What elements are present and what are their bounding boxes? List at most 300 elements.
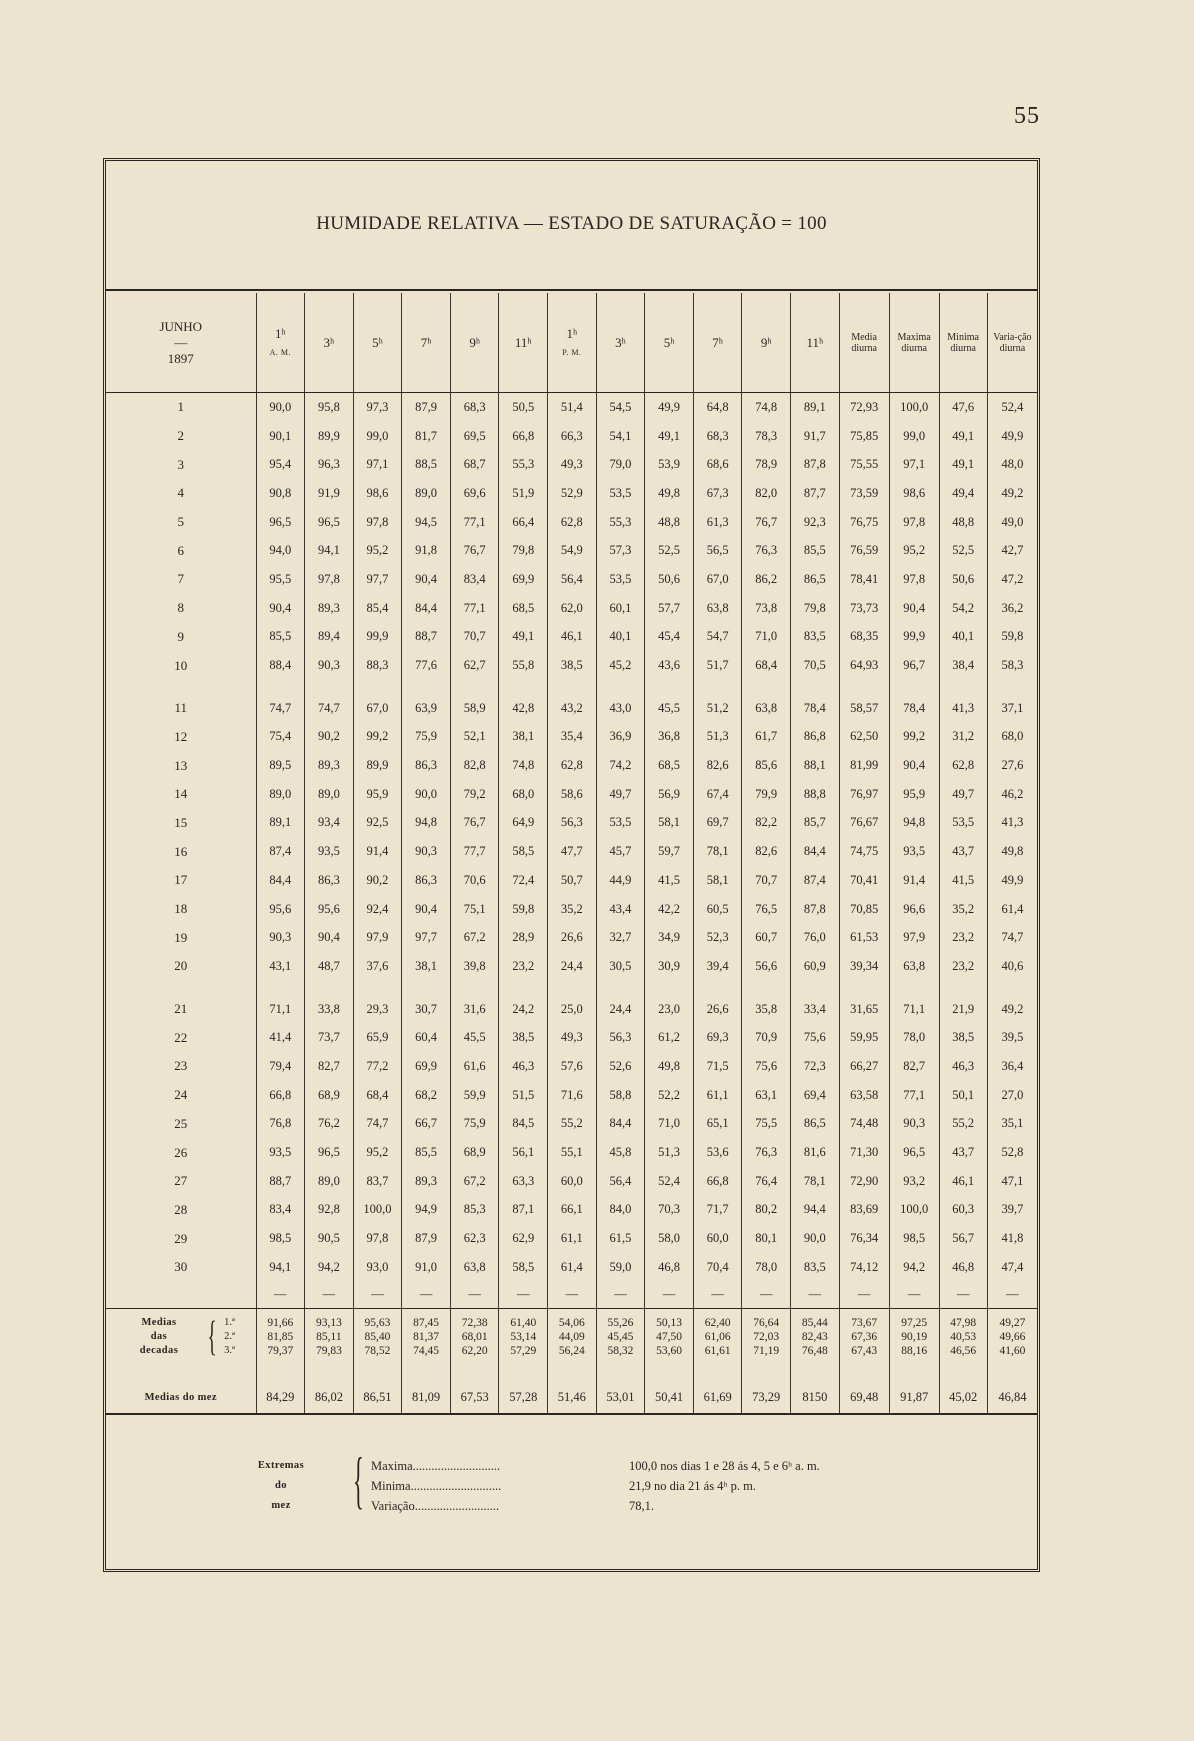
table-cell: 82,7 [889, 1052, 939, 1081]
table-cell: 91,9 [305, 479, 354, 508]
table-cell: 82,0 [742, 479, 791, 508]
day-number: 24 [174, 1087, 188, 1103]
table-cell: 85,5 [402, 1138, 451, 1167]
table-cell: 68,6 [693, 450, 742, 479]
table-cell: 62,3 [450, 1224, 499, 1253]
table-cell: 49,9 [987, 866, 1037, 895]
table-row [106, 995, 1037, 1024]
table-cell: 37,6 [353, 952, 402, 981]
dash-cell: — [305, 1282, 354, 1309]
month-means-row [106, 1383, 1037, 1414]
table-cell: 82,2 [742, 809, 791, 838]
table-cell: 62,8 [939, 751, 987, 780]
table-cell: 43,4 [596, 895, 645, 924]
table-cell: 87,8 [791, 895, 840, 924]
table-cell: 60,9 [791, 952, 840, 981]
table-cell: 49,9 [987, 422, 1037, 451]
decade-cell: 50,13 47,50 53,60 [645, 1308, 694, 1365]
day-number: 20 [174, 958, 188, 974]
table-cell: 68,3 [693, 422, 742, 451]
decade-means-row [106, 1308, 1037, 1365]
table-cell: 31,6 [450, 995, 499, 1024]
minima-diurna-header: Minima diurna [939, 293, 987, 393]
brace-icon: { [352, 1444, 364, 1515]
table-cell: 70,7 [450, 623, 499, 652]
table-cell: 99,0 [353, 422, 402, 451]
table-cell: 61,3 [693, 508, 742, 537]
table-cell: 41,3 [987, 809, 1037, 838]
table-cell: 72,4 [499, 866, 548, 895]
table-cell: 66,3 [548, 422, 597, 451]
table-cell: 82,6 [742, 837, 791, 866]
table-cell: 89,0 [305, 780, 354, 809]
table-cell: 67,0 [353, 694, 402, 723]
table-cell: 24,4 [596, 995, 645, 1024]
table-cell: 89,3 [402, 1167, 451, 1196]
decade-cell: 95,63 85,40 78,52 [353, 1308, 402, 1365]
table-cell: 67,0 [693, 565, 742, 594]
table-cell: 67,4 [693, 780, 742, 809]
table-cell: 49,3 [548, 450, 597, 479]
table-cell: 23,0 [645, 995, 694, 1024]
table-cell: 61,4 [987, 895, 1037, 924]
table-cell: 90,3 [889, 1110, 939, 1139]
table-cell: 52,1 [450, 723, 499, 752]
table-cell: 77,1 [450, 594, 499, 623]
decade-cell: 72,38 68,01 62,20 [450, 1308, 499, 1365]
dash-cell: — [548, 1282, 597, 1309]
extremes-label: Extremas do mez [257, 1460, 305, 1511]
table-row [106, 751, 1037, 780]
table-cell: 88,1 [791, 751, 840, 780]
table-cell: 94,5 [402, 508, 451, 537]
table-cell: 49,4 [939, 479, 987, 508]
table-cell: 85,7 [791, 809, 840, 838]
hour-header: 3ʰ [305, 293, 354, 393]
table-cell: 95,6 [305, 895, 354, 924]
table-cell: 34,9 [645, 923, 694, 952]
table-cell: 39,34 [839, 952, 889, 981]
table-cell: 56,4 [596, 1167, 645, 1196]
table-cell: 39,7 [987, 1196, 1037, 1225]
table-cell: 54,9 [548, 536, 597, 565]
table-cell: 39,5 [987, 1023, 1037, 1052]
dash-cell [106, 1282, 256, 1309]
month-dash: — [174, 334, 188, 350]
table-cell: 49,9 [645, 393, 694, 422]
table-cell: 48,8 [939, 508, 987, 537]
table-cell: 90,4 [256, 594, 305, 623]
hour-header: 1ʰ A. M. [256, 293, 305, 393]
table-row [106, 866, 1037, 895]
maxima-diurna-header: Maxima diurna [889, 293, 939, 393]
table-cell: 32,7 [596, 923, 645, 952]
table-cell: 95,6 [256, 895, 305, 924]
table-row [106, 1253, 1037, 1282]
table-cell: 70,5 [791, 651, 840, 680]
table-cell: 47,7 [548, 837, 597, 866]
table-cell: 52,4 [987, 393, 1037, 422]
table-cell: 36,4 [987, 1052, 1037, 1081]
table-cell: 100,0 [353, 1196, 402, 1225]
table-cell: 88,8 [791, 780, 840, 809]
day-number: 19 [174, 929, 188, 945]
table-cell: 83,4 [450, 565, 499, 594]
hour-header: 11ʰ [499, 293, 548, 393]
table-cell: 24,2 [499, 995, 548, 1024]
table-row [106, 1224, 1037, 1253]
table-cell: 68,5 [645, 751, 694, 780]
table-cell: 76,7 [742, 508, 791, 537]
table-cell: 70,3 [645, 1196, 694, 1225]
table-cell: 53,5 [596, 809, 645, 838]
table-cell: 52,9 [548, 479, 597, 508]
table-cell: 49,2 [987, 995, 1037, 1024]
table-cell: 47,1 [987, 1167, 1037, 1196]
table-cell: 94,8 [889, 809, 939, 838]
table-cell: 50,1 [939, 1081, 987, 1110]
table-cell: 79,4 [256, 1052, 305, 1081]
table-cell: 58,3 [987, 651, 1037, 680]
day-number: 2 [177, 428, 184, 444]
table-cell: 86,5 [791, 565, 840, 594]
table-cell: 43,0 [596, 694, 645, 723]
table-cell: 77,6 [402, 651, 451, 680]
table-cell: 35,1 [987, 1110, 1037, 1139]
table-cell: 73,7 [305, 1023, 354, 1052]
table-cell: 56,3 [548, 809, 597, 838]
table-cell: 50,5 [499, 393, 548, 422]
title-rule [106, 289, 1037, 291]
table-cell: 35,2 [939, 895, 987, 924]
table-row [106, 1052, 1037, 1081]
table-row [106, 479, 1037, 508]
table-cell: 43,2 [548, 694, 597, 723]
table-cell: 75,1 [450, 895, 499, 924]
table-cell: 59,8 [987, 623, 1037, 652]
table-cell: 84,4 [256, 866, 305, 895]
day-number: 21 [174, 1001, 188, 1017]
table-cell: 31,2 [939, 723, 987, 752]
table-cell: 78,4 [889, 694, 939, 723]
table-cell: 100,0 [889, 1196, 939, 1225]
table-cell: 68,9 [450, 1138, 499, 1167]
table-cell: 45,5 [450, 1023, 499, 1052]
day-number: 12 [174, 728, 188, 744]
table-cell: 86,3 [305, 866, 354, 895]
table-cell: 74,8 [499, 751, 548, 780]
table-cell: 76,7 [450, 536, 499, 565]
day-number: 3 [177, 456, 184, 472]
table-cell: 86,3 [402, 751, 451, 780]
table-cell: 78,1 [791, 1167, 840, 1196]
table-cell: 68,4 [353, 1081, 402, 1110]
table-cell: 96,6 [889, 895, 939, 924]
table-row [106, 780, 1037, 809]
month-mean-cell: 57,28 [499, 1383, 548, 1414]
table-cell: 55,1 [548, 1138, 597, 1167]
table-cell: 75,85 [839, 422, 889, 451]
table-cell: 97,9 [889, 923, 939, 952]
table-cell: 91,0 [402, 1253, 451, 1282]
table-cell: 97,8 [889, 508, 939, 537]
table-cell: 76,7 [450, 809, 499, 838]
month-mean-cell: 69,48 [839, 1383, 889, 1414]
hour-header: 3ʰ [596, 293, 645, 393]
table-cell: 77,1 [450, 508, 499, 537]
table-cell: 68,5 [499, 594, 548, 623]
table-cell: 35,2 [548, 895, 597, 924]
table-cell: 56,6 [742, 952, 791, 981]
day-number: 10 [174, 657, 188, 673]
table-cell: 90,0 [402, 780, 451, 809]
decade-cell: 97,25 90,19 88,16 [889, 1308, 939, 1365]
hour-header: 5ʰ [645, 293, 694, 393]
dash-cell: — [889, 1282, 939, 1309]
table-cell: 90,4 [402, 565, 451, 594]
table-cell: 94,1 [256, 1253, 305, 1282]
hour-header: 9ʰ [450, 293, 499, 393]
table-cell: 48,8 [645, 508, 694, 537]
decade-cell: 55,26 45,45 58,32 [596, 1308, 645, 1365]
table-cell: 59,7 [645, 837, 694, 866]
decade-cell: 62,40 61,06 61,61 [693, 1308, 742, 1365]
table-cell: 89,4 [305, 623, 354, 652]
table-cell: 61,7 [742, 723, 791, 752]
table-cell: 99,2 [889, 723, 939, 752]
table-cell: 58,5 [499, 837, 548, 866]
table-cell: 49,2 [987, 479, 1037, 508]
table-cell: 82,8 [450, 751, 499, 780]
table-cell: 86,8 [791, 723, 840, 752]
table-cell: 71,7 [693, 1196, 742, 1225]
table-cell: 67,2 [450, 923, 499, 952]
table-cell: 76,5 [742, 895, 791, 924]
table-cell: 76,59 [839, 536, 889, 565]
table-cell: 95,2 [353, 536, 402, 565]
table-cell: 45,4 [645, 623, 694, 652]
table-cell: 71,30 [839, 1138, 889, 1167]
table-cell: 69,7 [693, 809, 742, 838]
table-cell: 41,3 [939, 694, 987, 723]
table-cell: 95,2 [889, 536, 939, 565]
table-cell: 98,6 [353, 479, 402, 508]
decade-cell: 85,44 82,43 76,48 [791, 1308, 840, 1365]
month-mean-cell: 86,02 [305, 1383, 354, 1414]
table-cell: 45,2 [596, 651, 645, 680]
table-cell: 49,1 [939, 422, 987, 451]
table-cell: 83,4 [256, 1196, 305, 1225]
table-cell: 81,6 [791, 1138, 840, 1167]
table-cell: 49,8 [645, 479, 694, 508]
table-cell: 58,5 [499, 1253, 548, 1282]
table-cell: 62,7 [450, 651, 499, 680]
table-cell: 49,1 [499, 623, 548, 652]
table-cell: 68,0 [987, 723, 1037, 752]
table-cell: 97,8 [889, 565, 939, 594]
table-cell: 59,95 [839, 1023, 889, 1052]
table-cell: 88,7 [256, 1167, 305, 1196]
day-number: 7 [177, 571, 184, 587]
month-mean-cell: 73,29 [742, 1383, 791, 1414]
table-cell: 38,1 [402, 952, 451, 981]
table-cell: 87,7 [791, 479, 840, 508]
table-cell: 78,3 [742, 422, 791, 451]
table-cell: 46,3 [499, 1052, 548, 1081]
table-cell: 87,9 [402, 1224, 451, 1253]
table-cell: 43,6 [645, 651, 694, 680]
table-cell: 58,1 [693, 866, 742, 895]
table-cell: 72,90 [839, 1167, 889, 1196]
table-cell: 46,8 [939, 1253, 987, 1282]
table-cell: 94,2 [889, 1253, 939, 1282]
table-cell: 94,9 [402, 1196, 451, 1225]
table-cell: 29,3 [353, 995, 402, 1024]
humidity-table [106, 293, 1037, 1415]
day-number: 14 [174, 786, 188, 802]
table-cell: 61,5 [596, 1224, 645, 1253]
dash-cell: — [353, 1282, 402, 1309]
day-number: 1 [177, 399, 184, 415]
table-cell: 88,3 [353, 651, 402, 680]
table-cell: 95,2 [353, 1138, 402, 1167]
table-cell: 91,4 [353, 837, 402, 866]
table-cell: 48,7 [305, 952, 354, 981]
table-cell: 68,0 [499, 780, 548, 809]
table-cell: 63,9 [402, 694, 451, 723]
table-cell: 57,3 [596, 536, 645, 565]
header-row [106, 293, 1037, 393]
table-cell: 75,9 [450, 1110, 499, 1139]
dash-cell: — [499, 1282, 548, 1309]
table-row [106, 809, 1037, 838]
table-cell: 90,4 [889, 751, 939, 780]
table-cell: 42,2 [645, 895, 694, 924]
month-mean-cell: 61,69 [693, 1383, 742, 1414]
day-number: 26 [174, 1144, 188, 1160]
table-cell: 68,35 [839, 623, 889, 652]
table-cell: 36,2 [987, 594, 1037, 623]
table-cell: 38,4 [939, 651, 987, 680]
table-row [106, 450, 1037, 479]
table-cell: 84,4 [596, 1110, 645, 1139]
table-row [106, 923, 1037, 952]
day-number: 11 [174, 700, 188, 716]
table-cell: 89,1 [791, 393, 840, 422]
table-cell: 75,55 [839, 450, 889, 479]
table-cell: 64,93 [839, 651, 889, 680]
table-cell: 78,41 [839, 565, 889, 594]
table-cell: 66,7 [402, 1110, 451, 1139]
table-cell: 96,5 [305, 1138, 354, 1167]
table-cell: 51,2 [693, 694, 742, 723]
table-cell: 58,0 [645, 1224, 694, 1253]
table-cell: 51,4 [548, 393, 597, 422]
table-cell: 23,2 [939, 923, 987, 952]
table-cell: 77,2 [353, 1052, 402, 1081]
table-cell: 27,0 [987, 1081, 1037, 1110]
table-cell: 75,4 [256, 723, 305, 752]
table-cell: 60,0 [548, 1167, 597, 1196]
day-number: 15 [174, 814, 188, 830]
dash-cell: — [450, 1282, 499, 1309]
table-cell: 68,7 [450, 450, 499, 479]
table-cell: 62,8 [548, 751, 597, 780]
table-cell: 42,8 [499, 694, 548, 723]
table-cell: 58,8 [596, 1081, 645, 1110]
day-number: 16 [174, 843, 188, 859]
table-row [106, 1110, 1037, 1139]
table-cell: 43,1 [256, 952, 305, 981]
table-cell: 49,0 [987, 508, 1037, 537]
year-label: 1897 [167, 350, 194, 366]
day-number: 30 [174, 1259, 188, 1275]
table-cell: 94,2 [305, 1253, 354, 1282]
table-cell: 36,9 [596, 723, 645, 752]
table-cell: 26,6 [693, 995, 742, 1024]
table-cell: 90,4 [402, 895, 451, 924]
table-cell: 91,4 [889, 866, 939, 895]
decade-cell: 49,27 49,66 41,60 [987, 1308, 1037, 1365]
table-cell: 96,5 [305, 508, 354, 537]
table-cell: 39,4 [693, 952, 742, 981]
table-cell: 90,8 [256, 479, 305, 508]
table-cell: 89,5 [256, 751, 305, 780]
table-cell: 27,6 [987, 751, 1037, 780]
table-cell: 49,3 [548, 1023, 597, 1052]
table-cell: 61,2 [645, 1023, 694, 1052]
table-cell: 30,7 [402, 995, 451, 1024]
table-cell: 66,1 [548, 1196, 597, 1225]
table-cell: 74,7 [353, 1110, 402, 1139]
hour-header: 5ʰ [353, 293, 402, 393]
table-cell: 91,8 [402, 536, 451, 565]
table-cell: 79,8 [499, 536, 548, 565]
table-cell: 73,8 [742, 594, 791, 623]
table-cell: 88,7 [402, 623, 451, 652]
decade-cell: 91,66 81,85 79,37 [256, 1308, 305, 1365]
table-cell: 30,5 [596, 952, 645, 981]
table-cell: 97,8 [353, 508, 402, 537]
table-cell: 70,85 [839, 895, 889, 924]
table-cell: 95,9 [889, 780, 939, 809]
table-cell: 69,3 [693, 1023, 742, 1052]
table-title: HUMIDADE RELATIVA — ESTADO DE SATURAÇÃO = 100 [316, 213, 827, 234]
table-cell: 63,8 [742, 694, 791, 723]
table-cell: 85,3 [450, 1196, 499, 1225]
table-cell: 75,6 [742, 1052, 791, 1081]
table-cell: 84,4 [791, 837, 840, 866]
table-cell: 51,5 [499, 1081, 548, 1110]
table-cell: 100,0 [889, 393, 939, 422]
table-cell: 46,1 [939, 1167, 987, 1196]
table-cell: 62,0 [548, 594, 597, 623]
table-cell: 50,6 [939, 565, 987, 594]
table-cell: 49,8 [987, 837, 1037, 866]
table-cell: 47,4 [987, 1253, 1037, 1282]
table-cell: 61,4 [548, 1253, 597, 1282]
table-cell: 54,2 [939, 594, 987, 623]
table-cell: 49,1 [645, 422, 694, 451]
table-cell: 93,0 [353, 1253, 402, 1282]
table-cell: 49,7 [596, 780, 645, 809]
table-cell: 87,1 [499, 1196, 548, 1225]
table-row [106, 565, 1037, 594]
table-cell: 94,8 [402, 809, 451, 838]
month-label: JUNHO [159, 318, 203, 334]
table-cell: 60,3 [939, 1196, 987, 1225]
day-number: 9 [177, 628, 184, 644]
